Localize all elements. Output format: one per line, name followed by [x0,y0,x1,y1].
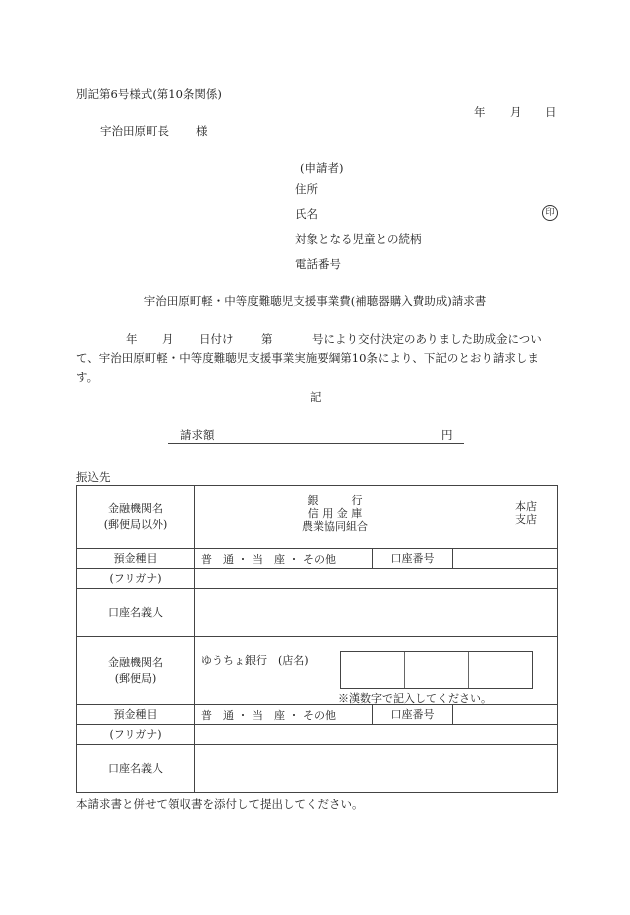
bank-types [285,494,385,533]
claim-unit: 円 [441,428,453,442]
po-furigana-input[interactable] [195,725,558,745]
document-title: 宇治田原町軽・中等度難聴児支援事業費(補聴器購入費助成)請求書 [143,294,487,308]
date-day: 日 [545,105,557,119]
body-day: 日付け [199,332,234,346]
po-furigana-label: (フリガナ) [77,725,195,745]
addressee: 宇治田原町長 [100,124,169,138]
po-account-number-input[interactable] [453,705,558,725]
furigana-label: (フリガナ) [77,569,195,589]
institution-input-cell[interactable] [195,486,558,549]
furigana-input[interactable] [195,569,558,589]
claim-label: 請求額 [180,428,215,442]
transfer-heading: 振込先 [76,470,111,484]
seal-mark: 印 [542,205,558,221]
account-number-label: 口座番号 [373,549,453,569]
institution-label-cell [77,486,195,549]
body-dai: 第 [261,332,273,346]
branch-digit-box[interactable] [341,652,405,688]
ki-marker: 記 [310,390,322,404]
po-institution-label-cell [77,637,195,705]
kanji-note: ※漢数字で記入してください。 [338,692,492,705]
postoffice-table [76,636,558,793]
institution-sublabel: (郵便局以外) [103,518,168,531]
po-institution-label: 金融機関名 [108,655,163,669]
institution-label: 金融機関名 [108,502,163,515]
account-holder-input[interactable] [195,589,558,637]
bank-table [76,485,558,637]
bank-type-credit: 信 用 金 庫 [307,507,363,520]
body-month: 月 [162,332,174,346]
addressee-honorific: 様 [196,124,208,138]
form-reference: 別記第6号様式(第10条関係) [76,87,222,101]
branch-type-main: 本店 [515,500,537,513]
po-institution-input-cell[interactable] [195,637,558,705]
body-line2: て、宇治田原町軽・中等度難聴児支援事業実施要綱第10条により、下記のとおり請求しま [76,351,539,365]
relation-label: 対象となる児童との続柄 [295,232,422,246]
account-number-input[interactable] [453,549,558,569]
name-label: 氏名 [295,207,318,221]
po-deposit-type-label: 預金種目 [77,705,195,725]
date-month: 月 [510,105,522,119]
po-account-number-label: 口座番号 [373,705,453,725]
branch-digit-box[interactable] [469,652,532,688]
claim-underline [168,443,464,444]
bank-type-coop: 農業協同組合 [302,520,368,533]
body-line3: す。 [76,370,99,384]
branch-types [511,500,541,526]
phone-label: 電話番号 [295,257,341,271]
po-account-holder-input[interactable] [195,745,558,793]
date-year: 年 [474,105,486,119]
branch-name-boxes[interactable] [340,651,533,689]
branch-digit-box[interactable] [405,652,469,688]
address-label: 住所 [295,182,318,196]
po-institution-sublabel: (郵便局) [114,671,157,685]
deposit-type-label: 預金種目 [77,549,195,569]
po-deposit-type-options[interactable]: 普 通 ・ 当 座 ・ その他 [195,705,373,725]
body-year: 年 [126,332,138,346]
bank-type-bank: 銀 行 [307,494,363,507]
account-holder-label: 口座名義人 [77,589,195,637]
po-account-holder-label: 口座名義人 [77,745,195,793]
footer-note: 本請求書と併せて領収書を添付して提出してください。 [76,797,364,811]
branch-type-branch: 支店 [515,513,537,526]
applicant-heading: (申請者) [300,161,344,175]
body-line1-rest: 号により交付決定のありました助成金につい [312,332,542,346]
yucho-label: ゆうちょ銀行 (店名) [201,654,309,667]
deposit-type-options[interactable]: 普 通 ・ 当 座 ・ その他 [195,549,373,569]
